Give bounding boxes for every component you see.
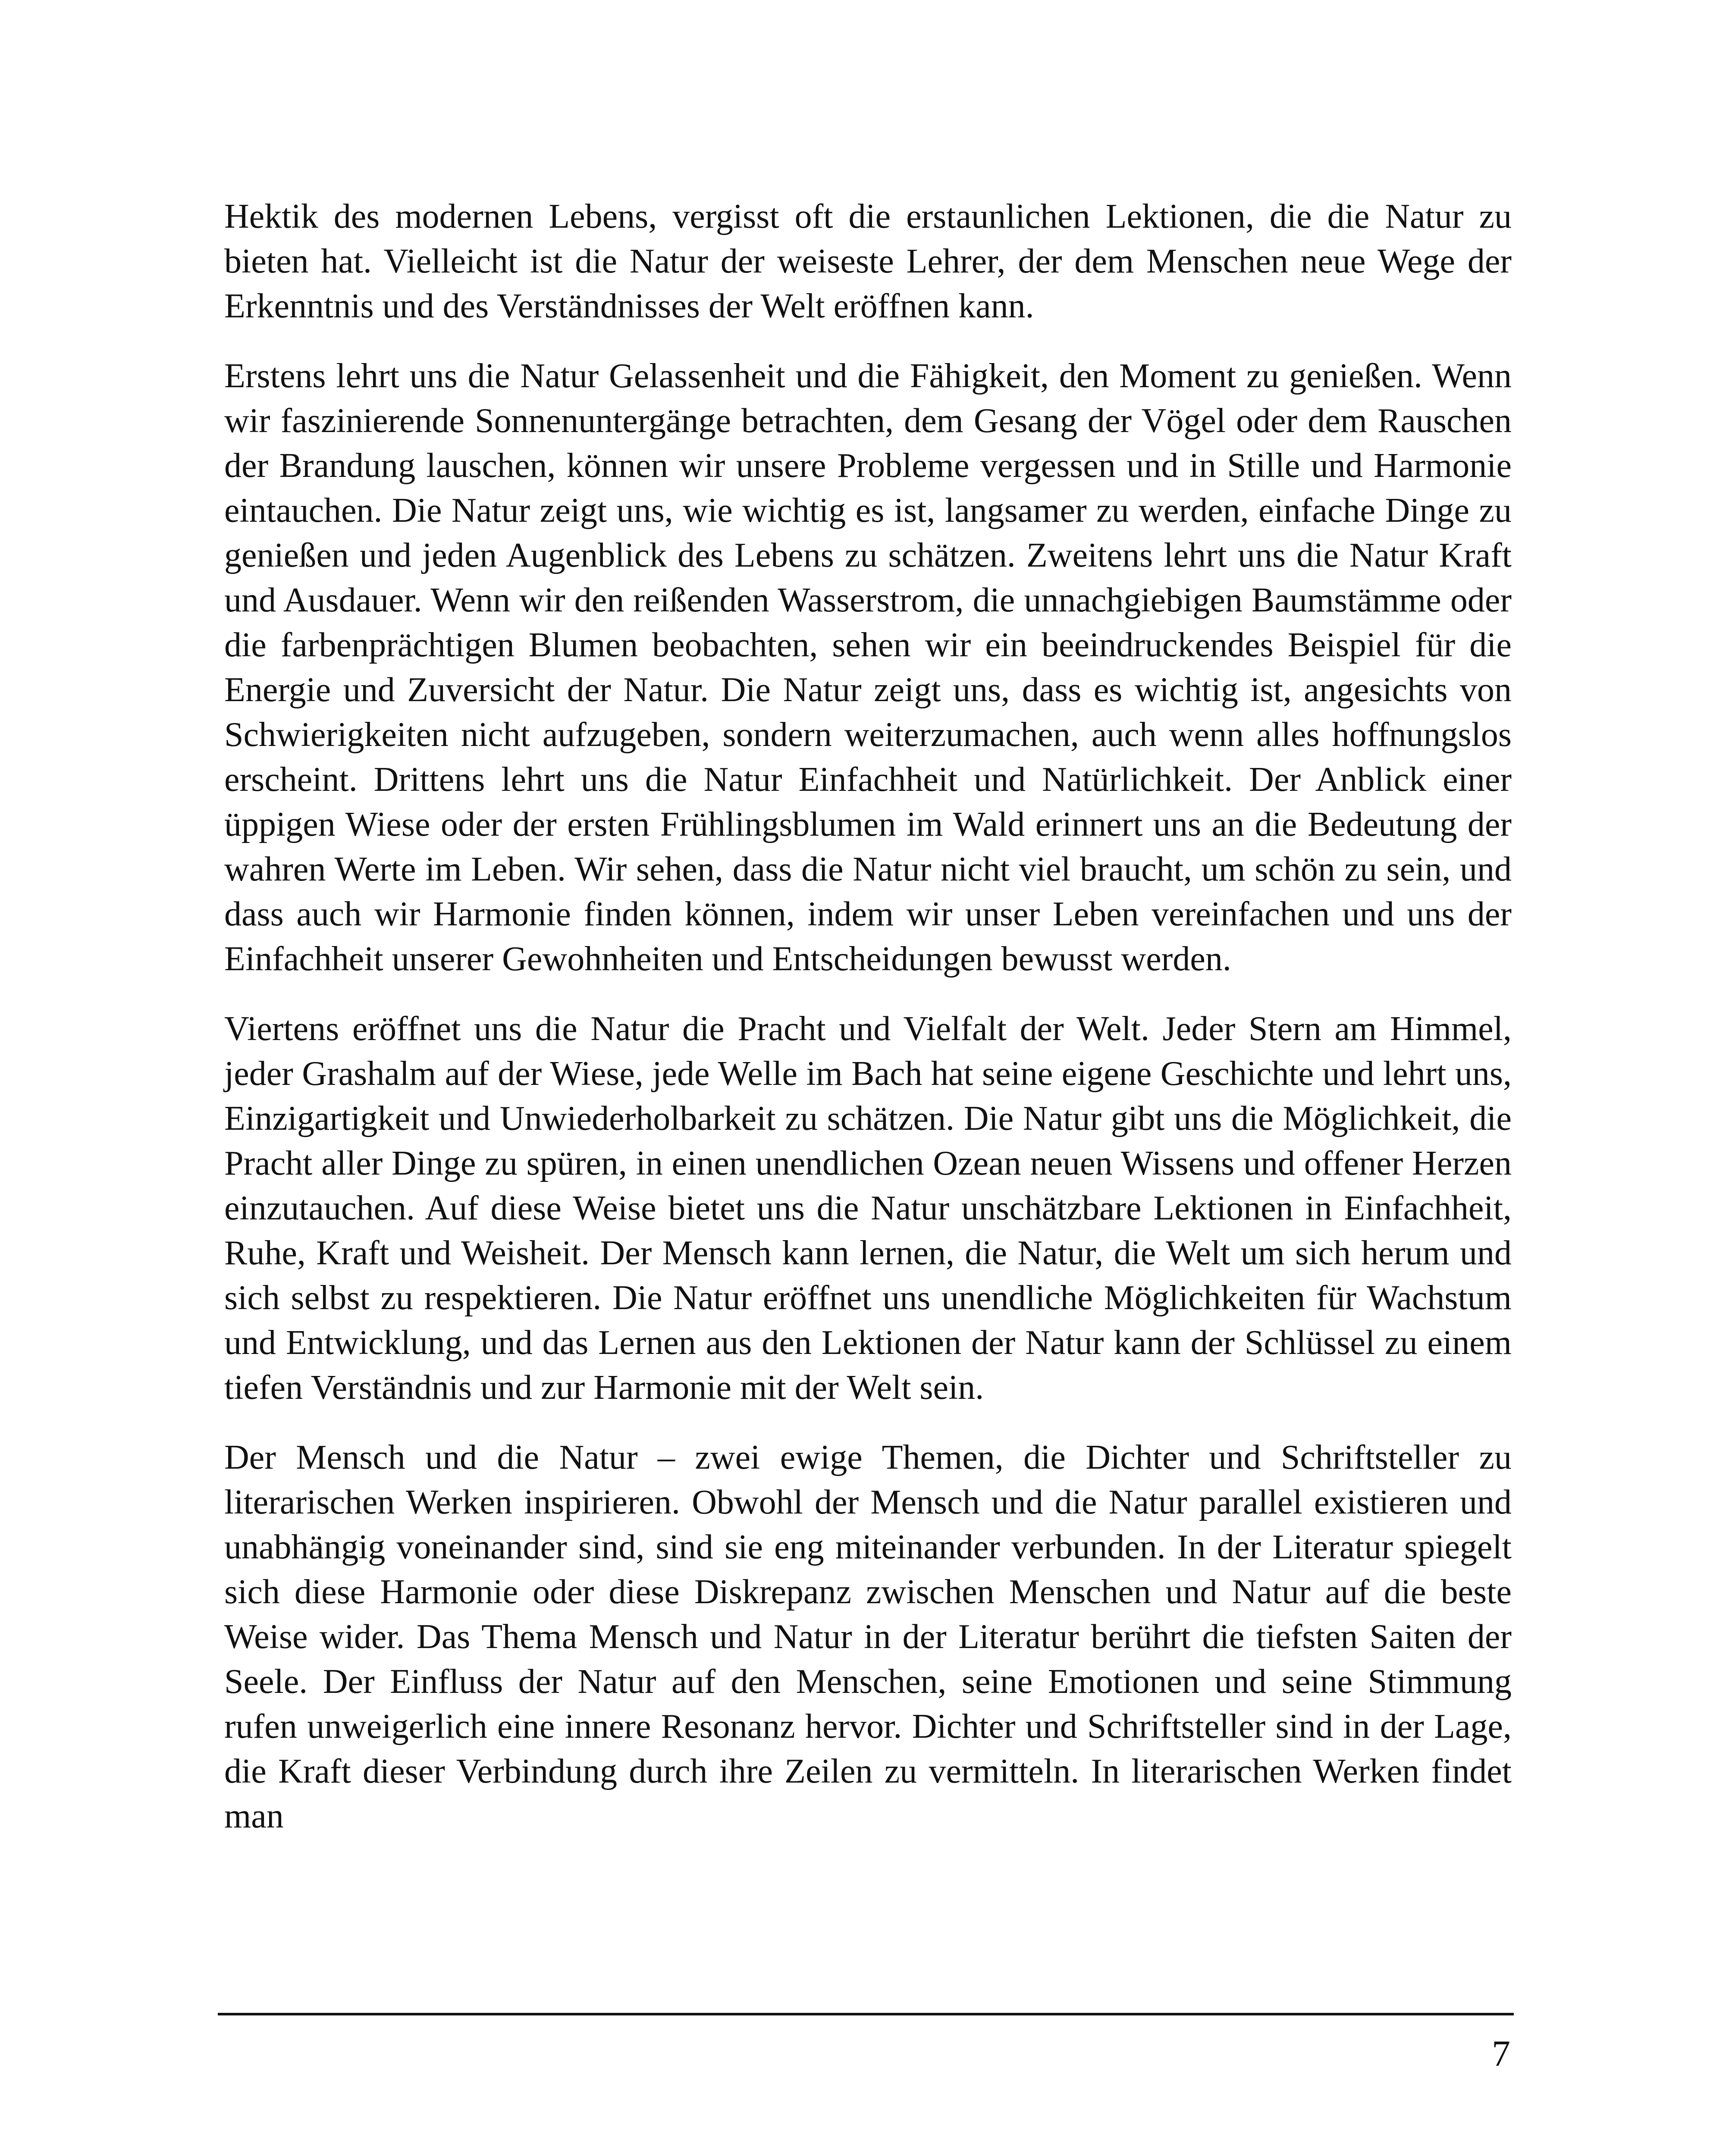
page-number: 7	[1492, 2033, 1510, 2074]
footer-rule	[218, 2013, 1514, 2015]
paragraph-3: Viertens eröffnet uns die Natur die Pracht und Vielfalt der Welt. Jeder Stern am Himmel, jeder Grashalm auf der Wiese, jede Welle im Bach hat seine eigene Geschichte und lehrt uns, Einzigartigkeit und Unwiederholbarkeit zu schätzen. Die Natur gibt uns die Möglichkeit, die Pracht aller Dinge zu spüren, in einen unendlichen Ozean neuen Wissens und offener Herzen einzutauchen. Auf diese Weise bietet uns die Natur unschätzbare Lektionen in Einfachheit, Ruhe, Kraft und Weisheit. Der Mensch kann lernen, die Natur, die Welt um sich herum und sich selbst zu respektieren. Die Natur eröffnet uns unendliche Möglichkeiten für Wachstum und Entwicklung, und das Lernen aus den Lektionen der Natur kann der Schlüssel zu einem tiefen Verständnis und zur Harmonie mit der Welt sein.	[224, 1010, 1512, 1407]
body-text	[224, 194, 1512, 1864]
paragraph-2: Erstens lehrt uns die Natur Gelassenheit und die Fähigkeit, den Moment zu genießen. Wenn wir faszinierende Sonnenuntergänge betrachten, dem Gesang der Vögel oder dem Rauschen der Brandung lauschen, können wir unsere Probleme vergessen und in Stille und Harmonie eintauchen. Die Natur zeigt uns, wie wichtig es ist, langsamer zu werden, einfache Dinge zu genießen und jeden Augenblick des Lebens zu schätzen. Zweitens lehrt uns die Natur Kraft und Ausdauer. Wenn wir den reißenden Wasserstrom, die unnachgiebigen Baumstämme oder die farbenprächtigen Blumen beobachten, sehen wir ein beeindruckendes Beispiel für die Energie und Zuversicht der Natur. Die Natur zeigt uns, dass es wichtig ist, angesichts von Schwierigkeiten nicht aufzugeben, sondern weiterzumachen, auch wenn alles hoffnungslos erscheint. Drittens lehrt uns die Natur Einfachheit und Natürlichkeit. Der Anblick einer üppigen Wiese oder der ersten Frühlingsblumen im Wald erinnert uns an die Bedeutung der wahren Werte im Leben. Wir sehen, dass die Natur nicht viel braucht, um schön zu sein, und dass auch wir Harmonie finden können, indem wir unser Leben vereinfachen und uns der Einfachheit unserer Gewohnheiten und Entscheidungen bewusst werden.	[224, 357, 1512, 978]
paragraph-4: Der Mensch und die Natur – zwei ewige Themen, die Dichter und Schriftsteller zu literarischen Werken inspirieren. Obwohl der Mensch und die Natur parallel existieren und unabhängig voneinander sind, sind sie eng miteinander verbunden. In der Literatur spiegelt sich diese Harmonie oder diese Diskrepanz zwischen Menschen und Natur auf die beste Weise wider. Das Thema Mensch und Natur in der Literatur berührt die tiefsten Saiten der Seele. Der Einfluss der Natur auf den Menschen, seine Emotionen und seine Stimmung rufen unweigerlich eine innere Resonanz hervor. Dichter und Schriftsteller sind in der Lage, die Kraft dieser Verbindung durch ihre Zeilen zu vermitteln. In literarischen Werken findet man	[224, 1438, 1512, 1835]
paragraph-1: Hektik des modernen Lebens, vergisst oft die erstaunlichen Lektionen, die die Natur zu bieten hat. Vielleicht ist die Natur der weiseste Lehrer, der dem Menschen neue Wege der Erkenntnis und des Verständnisses der Welt eröffnen kann.	[224, 197, 1512, 325]
